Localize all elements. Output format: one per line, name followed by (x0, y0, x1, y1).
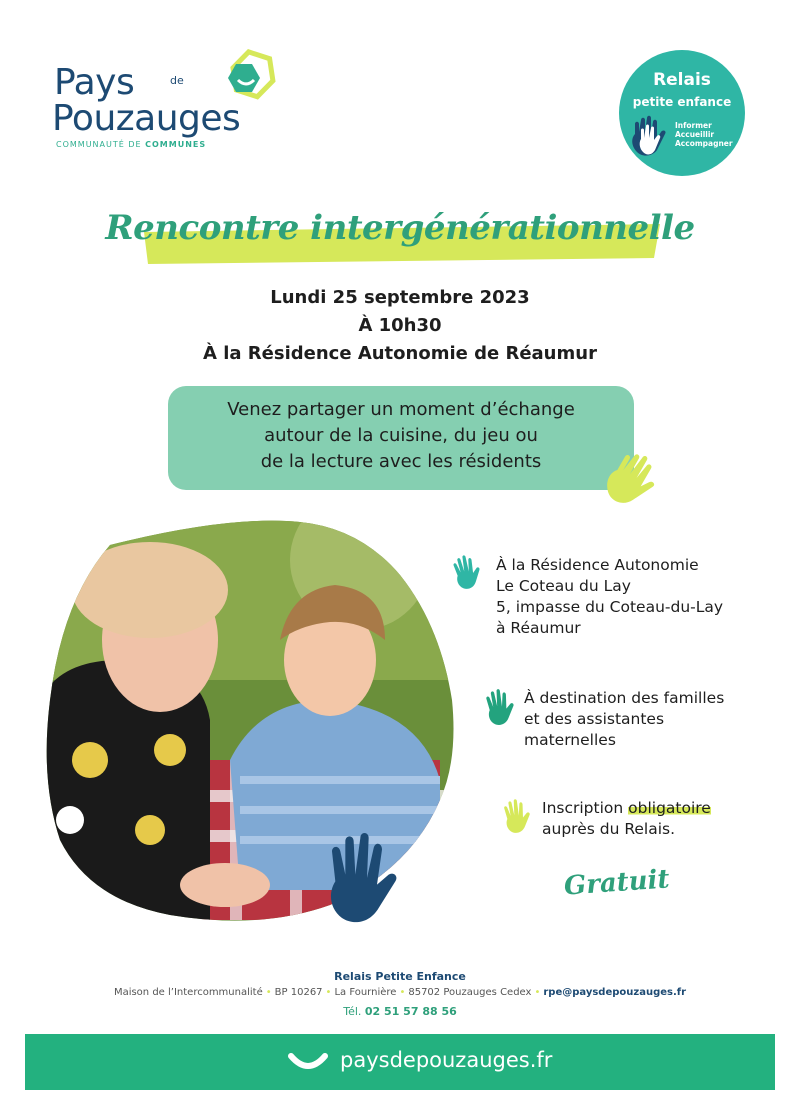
website-link[interactable]: paysdepouzauges.fr (340, 1048, 553, 1072)
event-title: Rencontre intergénérationnelle (105, 208, 695, 248)
logo-pays-text: Pays (54, 62, 135, 103)
audience-block: À destination des familles et des assistantes maternelles (524, 689, 725, 749)
relais-petite-enfance-logo (619, 50, 745, 176)
hand-icon (322, 828, 402, 928)
relais-subtitle: petite enfance (632, 95, 732, 109)
smile-icon (288, 1050, 328, 1074)
event-place: À la Résidence Autonomie de Réaumur (203, 343, 597, 364)
footer-phone: Tél. 02 51 57 88 56 (343, 1005, 457, 1018)
logo-pouzauges-text: Pouzauges (52, 98, 241, 139)
address-block: À la Résidence Autonomie Le Coteau du Lay 5, impasse du Coteau-du-Lay à Réaumur (496, 556, 724, 637)
relais-word-accueillir: Accueillir (675, 130, 715, 139)
hand-icon (452, 554, 482, 590)
relais-word-informer: Informer (675, 121, 712, 130)
grandmother-child-photo (0, 0, 470, 940)
relais-word-accompagner: Accompagner (675, 139, 733, 148)
hand-icon (502, 798, 532, 834)
footer-title: Relais Petite Enfance (334, 970, 466, 983)
invitation-line: de la lecture avec les résidents (260, 451, 542, 472)
registration-highlight: obligatoire (628, 799, 711, 817)
price-label: Gratuit (563, 864, 671, 902)
invitation-line: autour de la cuisine, du jeu ou (264, 425, 538, 446)
logo-subtitle: COMMUNAUTÉ DE COMMUNES (56, 140, 207, 149)
hand-icon (627, 112, 675, 160)
hand-icon (484, 688, 516, 726)
logo-de-text: de (170, 74, 184, 87)
invitation-line: Venez partager un moment d’échange (227, 399, 575, 420)
footer-email[interactable]: rpe@paysdepouzauges.fr (543, 987, 687, 998)
event-time: À 10h30 (358, 315, 442, 336)
event-date: Lundi 25 septembre 2023 (270, 287, 530, 308)
footer-address: Maison de l’Intercommunalité • BP 10267 • La Fournière • 85702 Pouzauges Cedex • rpe@paysdepouzauges.fr (113, 987, 687, 998)
hand-icon (600, 448, 666, 510)
relais-title: Relais (653, 70, 711, 90)
registration-block: Inscription obligatoire auprès du Relais. (542, 799, 711, 838)
